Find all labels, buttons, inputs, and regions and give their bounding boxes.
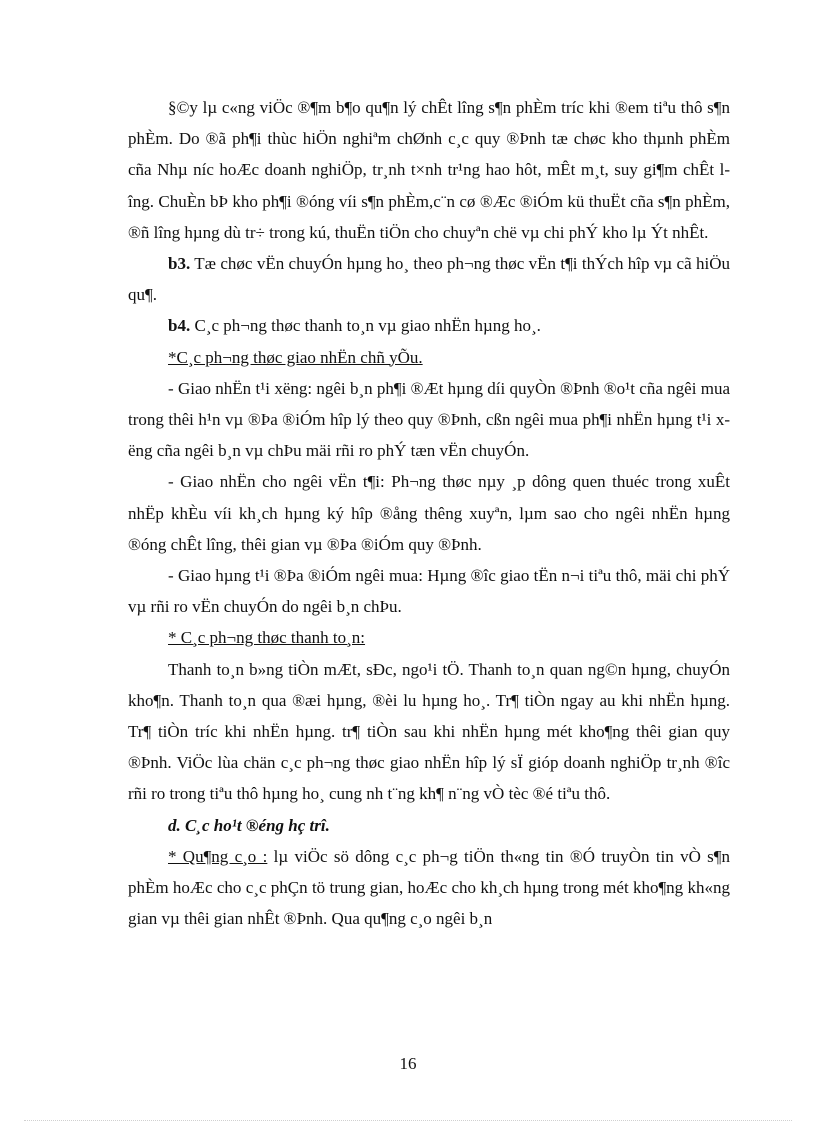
heading-delivery-methods: [128, 342, 730, 373]
paragraph-b4-text: C¸c ph¬ng thøc thanh to¸n vµ giao nhËn hµng ho¸.: [190, 316, 541, 336]
paragraph-b4: [128, 310, 730, 341]
paragraph-advertising-lead: * Qu¶ng c¸o :: [168, 846, 268, 866]
paragraph-advertising: [128, 841, 730, 935]
paragraph-b3-lead: b3.: [168, 254, 191, 274]
paragraph-b3: [128, 248, 730, 310]
heading-payment-methods: [128, 622, 730, 653]
heading-payment-methods-text: * C¸c ph¬ng thøc thanh to¸n:: [168, 628, 366, 648]
paragraph-delivery-buyer-location: - Giao hµng t¹i ®Þa ®iÓm ngêi mua: Hµng ®îc giao tËn n¬i tiªu thô, mäi chi phÝ vµ rñi ro vËn chuyÓn do ngêi b¸n chÞu.: [128, 566, 730, 617]
paragraph-delivery-carrier: - Giao nhËn cho ngêi vËn t¶i: Ph¬ng thøc nµy ¸p dông quen thuéc trong xuÊt nhËp khÈu víi kh¸ch hµng ký hîp ®ång thêng xuyªn, lµm sao cho ngêi nhËn hµng ®óng chÊt lîng, thêi gian vµ ®Þa ®iÓm quy ®Þnh.: [128, 472, 730, 554]
page-number: 16: [399, 1054, 417, 1073]
paragraph-advertising-text: lµ viÖc sö dông c¸c ph¬g tiÖn th«ng tin ®Ó truyÒn tin vÒ s¶n phÈm hoÆc cho c¸c phÇn tö trung gian, hoÆc cho kh¸ch hµng trong mét kho¶ng kh«ng gian vµ thêi gian nhÊt ®Þnh. Qua qu¶ng c¸o ngêi b¸n: [128, 846, 730, 929]
document-body: [128, 92, 730, 934]
page-bottom-divider: [24, 1120, 792, 1121]
paragraph-b3-text: Tæ chøc vËn chuyÓn hµng ho¸ theo ph¬ng thøc vËn t¶i thÝch hîp vµ cã hiÖu qu¶.: [128, 254, 730, 305]
paragraph-delivery-workshop: - Giao nhËn t¹i xëng: ngêi b¸n ph¶i ®Æt hµng díi quyÒn ®Þnh ®o¹t cña ngêi mua trong thêi h¹n vµ ®Þa ®iÓm hîp lý theo quy ®Þnh, cßn ngêi mua ph¶i nhËn hµng t¹i xëng cña ngêi b¸n vµ chÞu mäi rñi ro phÝ tæn vËn chuyÓn.: [128, 378, 730, 461]
heading-delivery-methods-text: *C¸c ph¬ng thøc giao nhËn chñ yÕu.: [168, 347, 423, 367]
paragraph-b4-lead: b4.: [168, 316, 191, 336]
paragraph-payment: Thanh to¸n b»ng tiÒn mÆt, sÐc, ngo¹i tÖ. Thanh to¸n quan ng©n hµng, chuyÓn kho¶n. Thanh to¸n qua ®æi hµng, ®èi lu hµng ho¸. Tr¶ tiÒn ngay au khi nhËn hµng. Tr¶ tiÒn tríc khi nhËn hµng. tr¶ tiÒn sau khi nhËn hµng mét kho¶ng thêi gian quy ®Þnh. ViÖc lùa chän c¸c ph¬ng thøc giao nhËn hîp lý sÏ gióp doanh nghiÖp tr¸nh ®îc rñi ro trong tiªu thô hµng ho¸ cung nh t¨ng kh¶ n¨ng vÒ tèc ®é tiªu thô.: [128, 659, 730, 804]
heading-support-activities: d. C¸c ho¹t ®éng hç trî.: [168, 815, 330, 835]
paragraph-intro: §©y lµ c«ng viÖc ®¶m b¶o qu¶n lý chÊt lîng s¶n phÈm tríc khi ®em tiªu thô s¶n phÈm. Do ®ã ph¶i thùc hiÖn nghiªm chØnh c¸c quy ®Þnh tæ chøc kho thµnh phÈm cña Nhµ níc hoÆc doanh nghiÖp, tr¸nh t×nh tr¹ng hao hôt, mÊt m¸t, suy gi¶m chÊt lîng. ChuÈn bÞ kho ph¶i ®óng víi s¶n phÈm,c¨n cø ®Æc ®iÓm kü thuËt cña s¶n phÈm, ®ñ lîng hµng dù tr÷ trong kú, thuËn tiÖn cho chuyªn chë vµ chi phÝ kho lµ Ýt nhÊt.: [128, 98, 730, 242]
